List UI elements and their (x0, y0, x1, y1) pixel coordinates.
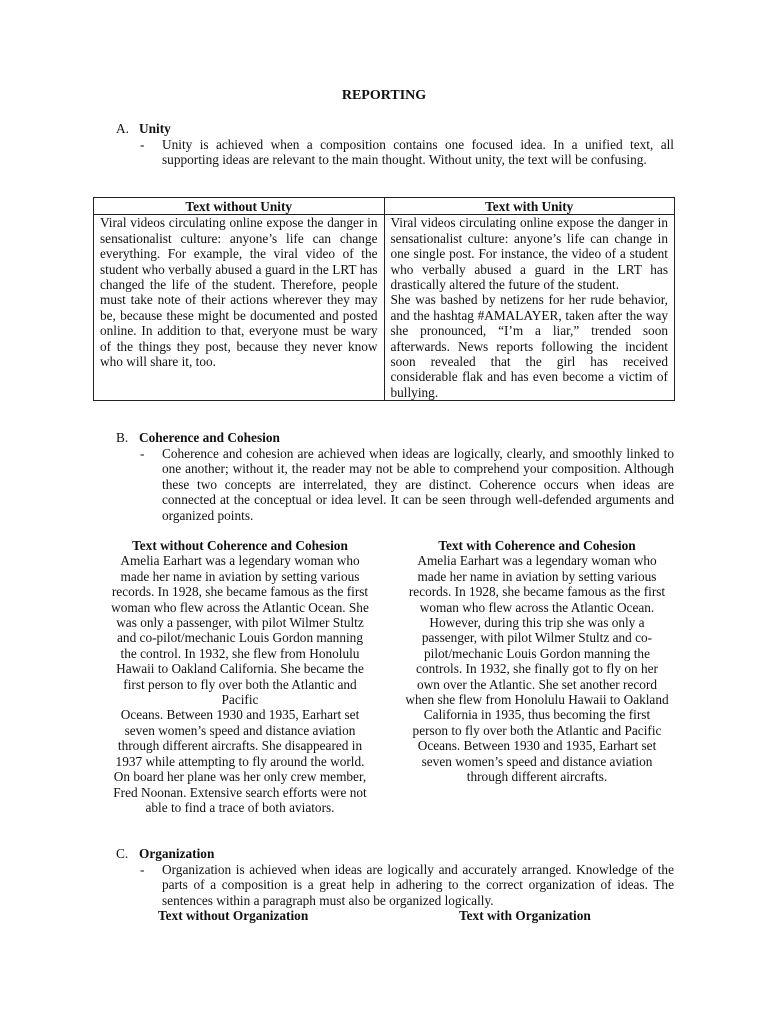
section-b-letter: B. (116, 430, 129, 445)
coherence-right-line: through different aircrafts. (466, 769, 608, 785)
coherence-left-line: records. In 1928, she became famous as the first (111, 584, 369, 600)
coherence-right-line: California in 1935, thus becoming the first (423, 707, 651, 723)
coherence-right-line: records. In 1928, she became famous as the first (408, 584, 666, 600)
coherence-left-line: and co-pilot/mechanic Louis Gordon manning (117, 630, 363, 646)
coherence-left-line: was only a passenger, with pilot Wilmer Stultz (116, 615, 364, 631)
coherence-right-line: seven women’s speed and distance aviation (421, 753, 653, 769)
section-b-heading: Coherence and Cohesion (139, 430, 280, 445)
coherence-left-line: made her name in aviation by setting various (120, 568, 360, 584)
coherence-right-column (390, 538, 684, 785)
coherence-right-line: own over the Atlantic. She set another record (416, 676, 657, 692)
section-a-letter: A. (116, 121, 129, 136)
coherence-right-line: pilot/mechanic Louis Gordon manning the (423, 645, 650, 661)
unity-table-cell-without (94, 215, 385, 401)
section-a-bullet: - (140, 137, 145, 152)
text-without-unity: Viral videos circulating online expose the danger in sensationalist culture: anyone’s life can change everything. For example, the viral video of the student who verbally abused a guard in the LRT has changed the life of the student. Therefore, people must take note of their actions wherever they may be, because these might be documented and posted online. In addition to that, everyone must be wary of the things they post, because they never know who will share it, too. (100, 215, 378, 370)
coherence-left-column (98, 538, 382, 815)
coherence-right-line: made her name in aviation by setting various (417, 568, 657, 584)
section-c-letter: C. (116, 846, 129, 861)
coherence-left-line: seven women’s speed and distance aviation (124, 722, 356, 738)
coherence-right-heading: Text with Coherence and Cohesion (438, 538, 636, 553)
coherence-left-line: Hawaii to Oakland California. She became the (116, 661, 364, 677)
coherence-left-line: through different aircrafts. She disappeared in (117, 738, 363, 754)
unity-table-cell-with (384, 215, 675, 401)
unity-table (93, 197, 675, 401)
coherence-left-line: able to find a trace of both aviators. (145, 799, 335, 815)
section-c-heading: Organization (139, 846, 215, 861)
coherence-left-line: 1937 while attempting to fly around the world. (115, 753, 365, 769)
text-with-unity-p2: She was bashed by netizens for her rude behavior, and the hashtag #AMALAYER, taken after the way she pronounced, “I’m a liar,” trended soon afterwards. News reports following the incident soon revealed that the girl has received considerable flak and has even become a victim of bullying. (390, 292, 668, 400)
coherence-left-line: Pacific (221, 692, 259, 708)
coherence-right-line: woman who flew across the Atlantic Ocean. (419, 599, 655, 615)
coherence-left-line: Amelia Earhart was a legendary woman who (120, 553, 360, 569)
coherence-left-line: the control. In 1932, she flew from Honolulu (120, 645, 360, 661)
coherence-right-line: when she flew from Honolulu Hawaii to Oakland (405, 692, 669, 708)
section-c-text: Organization is achieved when ideas are logically and accurately arranged. Knowledge of the parts of a composition is a great help in adhering to the correct organization of ideas. The sentences within a paragraph must also be organized logically. (162, 862, 674, 908)
coherence-right-line: Amelia Earhart was a legendary woman who (417, 553, 657, 569)
organization-left-heading: Text without Organization (158, 908, 309, 923)
coherence-left-line: Fred Noonan. Extensive search efforts were not (113, 784, 367, 800)
coherence-right-line: person to fly over both the Atlantic and Pacific (412, 722, 662, 738)
coherence-right-line: controls. In 1932, she finally got to fly on her (416, 661, 658, 677)
coherence-left-line: On board her plane was her only crew member, (113, 769, 367, 785)
unity-table-body-row (94, 215, 675, 401)
section-b-bullet: - (140, 446, 145, 461)
section-a-heading: Unity (139, 121, 171, 136)
section-b-text: Coherence and cohesion are achieved when ideas are logically, clearly, and smoothly linked to one another; without it, the reader may not be able to comprehend your composition. Although these two concepts are interrelated, they are distinct. Coherence occurs when ideas are connected at the conceptual or idea level. It can be seen through well-defended arguments and organized points. (162, 446, 674, 523)
coherence-right-line: However, during this trip she was only a (429, 615, 645, 631)
coherence-right-line: Oceans. Between 1930 and 1935, Earhart set (417, 738, 657, 754)
section-c-bullet: - (140, 862, 145, 877)
coherence-left-line: first person to fly over both the Atlantic and (123, 676, 357, 692)
coherence-right-line: passenger, with pilot Wilmer Stultz and co- (421, 630, 653, 646)
section-a-text: Unity is achieved when a composition contains one focused idea. In a unified text, all supporting ideas are relevant to the main thought. Without unity, the text will be confusing. (162, 137, 674, 168)
coherence-left-line: Oceans. Between 1930 and 1935, Earhart set (120, 707, 360, 723)
coherence-left-heading: Text without Coherence and Cohesion (132, 538, 348, 553)
unity-table-header-without: Text without Unity (94, 198, 385, 215)
coherence-left-line: woman who flew across the Atlantic Ocean. She (111, 599, 369, 615)
page-title: REPORTING (341, 88, 427, 103)
unity-table-header-with: Text with Unity (384, 198, 675, 215)
unity-table-header-row (94, 198, 675, 215)
organization-right-heading: Text with Organization (459, 908, 591, 923)
text-with-unity-p1: Viral videos circulating online expose the danger in sensationalist culture: anyone’s life can change in one single post. For instance, the video of a student who verbally abused a guard in the LRT has drastically altered the future of the student. (390, 215, 668, 293)
